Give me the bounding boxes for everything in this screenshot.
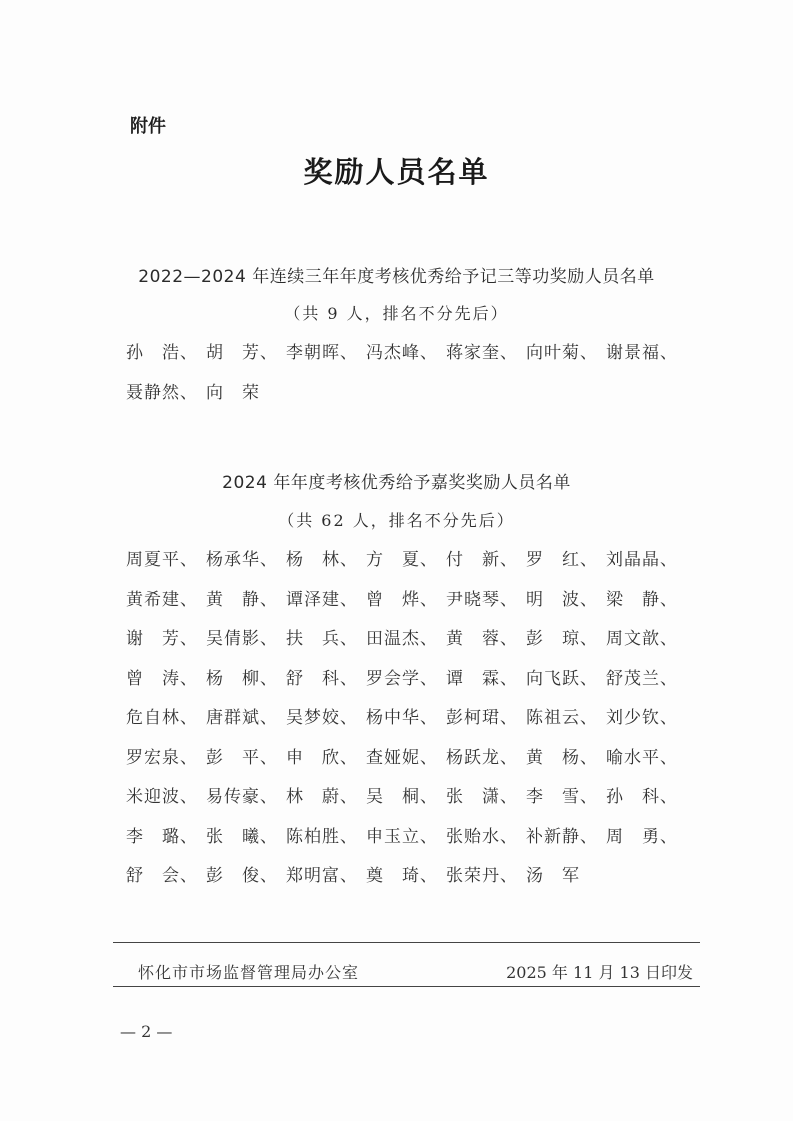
person-name: 明 波、 — [526, 589, 598, 610]
person-name: 杨跃龙、 — [446, 747, 518, 768]
person-name: 易传豪、 — [206, 787, 278, 807]
person-name: 向叶菊、 — [526, 343, 598, 363]
person-name: 罗 红、 — [526, 550, 598, 570]
person-name: 谢 芳、 — [126, 629, 198, 649]
person-name: 蒋家奎、 — [446, 343, 518, 363]
person-name: 吴 桐、 — [366, 787, 438, 807]
person-name: 孙 浩、 — [126, 343, 198, 363]
attachment-label: 附件 — [130, 116, 166, 137]
name-row — [126, 378, 686, 418]
name-row — [126, 624, 686, 664]
name-row — [126, 782, 686, 822]
person-name: 孙 科、 — [606, 787, 678, 807]
person-name: 周夏平、 — [126, 550, 198, 570]
name-row — [126, 585, 686, 625]
footer-bottom-rule — [113, 986, 700, 987]
section-1-names — [126, 338, 686, 417]
person-name: 舒 会、 — [126, 866, 198, 886]
person-name: 吴倩影、 — [206, 629, 278, 649]
person-name: 扶 兵、 — [286, 629, 358, 649]
person-name: 向飞跃、 — [526, 668, 598, 689]
name-row — [126, 743, 686, 783]
person-name: 尹晓琴、 — [446, 589, 518, 610]
person-name: 彭 琼、 — [526, 629, 598, 649]
person-name: 杨中华、 — [366, 708, 438, 728]
document-title: 奖励人员名单 — [303, 155, 490, 189]
section-2-subtitle: （共 62 人，排名不分先后） — [278, 511, 515, 530]
section-1-title: 2022—2024 年连续三年年度考核优秀给予记三等功奖励人员名单 — [138, 267, 655, 287]
person-name: 杨承华、 — [206, 550, 278, 570]
person-name: 谢景福、 — [606, 343, 678, 363]
person-name: 张荣丹、 — [446, 866, 518, 886]
issuer-label: 怀化市市场监督管理局办公室 — [138, 963, 360, 982]
person-name: 刘少钦、 — [606, 708, 678, 728]
person-name: 危自林、 — [126, 708, 198, 728]
person-name: 黄 蓉、 — [446, 629, 518, 649]
person-name: 舒茂兰、 — [606, 668, 678, 689]
person-name: 陈祖云、 — [526, 708, 598, 728]
person-name: 刘晶晶、 — [606, 550, 678, 570]
person-name: 黄 静、 — [206, 589, 278, 610]
person-name: 张贻水、 — [446, 826, 518, 847]
person-name: 聂静然、 — [126, 382, 198, 403]
person-name: 林 蔚、 — [286, 787, 358, 807]
person-name: 谭 霖、 — [446, 668, 518, 689]
name-row — [126, 664, 686, 704]
person-name: 杨 柳、 — [206, 668, 278, 689]
name-row — [126, 822, 686, 862]
person-name: 申玉立、 — [366, 826, 438, 847]
person-name: 罗宏泉、 — [126, 747, 198, 768]
person-name: 米迎波、 — [126, 787, 198, 807]
person-name: 郑明富、 — [286, 866, 358, 886]
person-name: 付 新、 — [446, 550, 518, 570]
person-name: 喻水平、 — [606, 747, 678, 768]
person-name: 周 勇、 — [606, 826, 678, 847]
person-name: 陈柏胜、 — [286, 826, 358, 847]
person-name: 舒 科、 — [286, 668, 358, 689]
name-row — [126, 338, 686, 378]
footer-top-rule — [113, 942, 700, 943]
person-name: 彭柯珺、 — [446, 708, 518, 728]
person-name: 汤 军 — [526, 866, 580, 886]
person-name: 彭 俊、 — [206, 866, 278, 886]
person-name: 张 潇、 — [446, 787, 518, 807]
person-name: 谭泽建、 — [286, 589, 358, 610]
person-name: 方 夏、 — [366, 550, 438, 570]
page-number: — 2 — — [120, 1022, 173, 1041]
person-name: 张 曦、 — [206, 826, 278, 847]
person-name: 冯杰峰、 — [366, 343, 438, 363]
person-name: 杨 林、 — [286, 550, 358, 570]
person-name: 奠 琦、 — [366, 866, 438, 886]
section-2-names — [126, 545, 686, 901]
name-row — [126, 545, 686, 585]
person-name: 黄希建、 — [126, 589, 198, 610]
person-name: 李 雪、 — [526, 787, 598, 807]
person-name: 田温杰、 — [366, 629, 438, 649]
person-name: 梁 静、 — [606, 589, 678, 610]
person-name: 查娅妮、 — [366, 747, 438, 768]
person-name: 彭 平、 — [206, 747, 278, 768]
name-row — [126, 703, 686, 743]
section-1-subtitle: （共 9 人，排名不分先后） — [284, 304, 509, 323]
person-name: 申 欣、 — [286, 747, 358, 768]
person-name: 李 璐、 — [126, 826, 198, 847]
person-name: 黄 杨、 — [526, 747, 598, 768]
section-2-title: 2024 年年度考核优秀给予嘉奖奖励人员名单 — [222, 473, 571, 493]
person-name: 周文歆、 — [606, 629, 678, 649]
person-name: 曾 涛、 — [126, 668, 198, 689]
person-name: 向 荣 — [206, 382, 260, 403]
person-name: 罗会学、 — [366, 668, 438, 689]
person-name: 胡 芳、 — [206, 343, 278, 363]
name-row — [126, 861, 686, 901]
person-name: 补新静、 — [526, 826, 598, 847]
person-name: 唐群斌、 — [206, 708, 278, 728]
person-name: 曾 烨、 — [366, 589, 438, 610]
issue-date: 2025 年 11 月 13 日印发 — [506, 963, 693, 982]
person-name: 李朝晖、 — [286, 343, 358, 363]
person-name: 吴梦姣、 — [286, 708, 358, 728]
